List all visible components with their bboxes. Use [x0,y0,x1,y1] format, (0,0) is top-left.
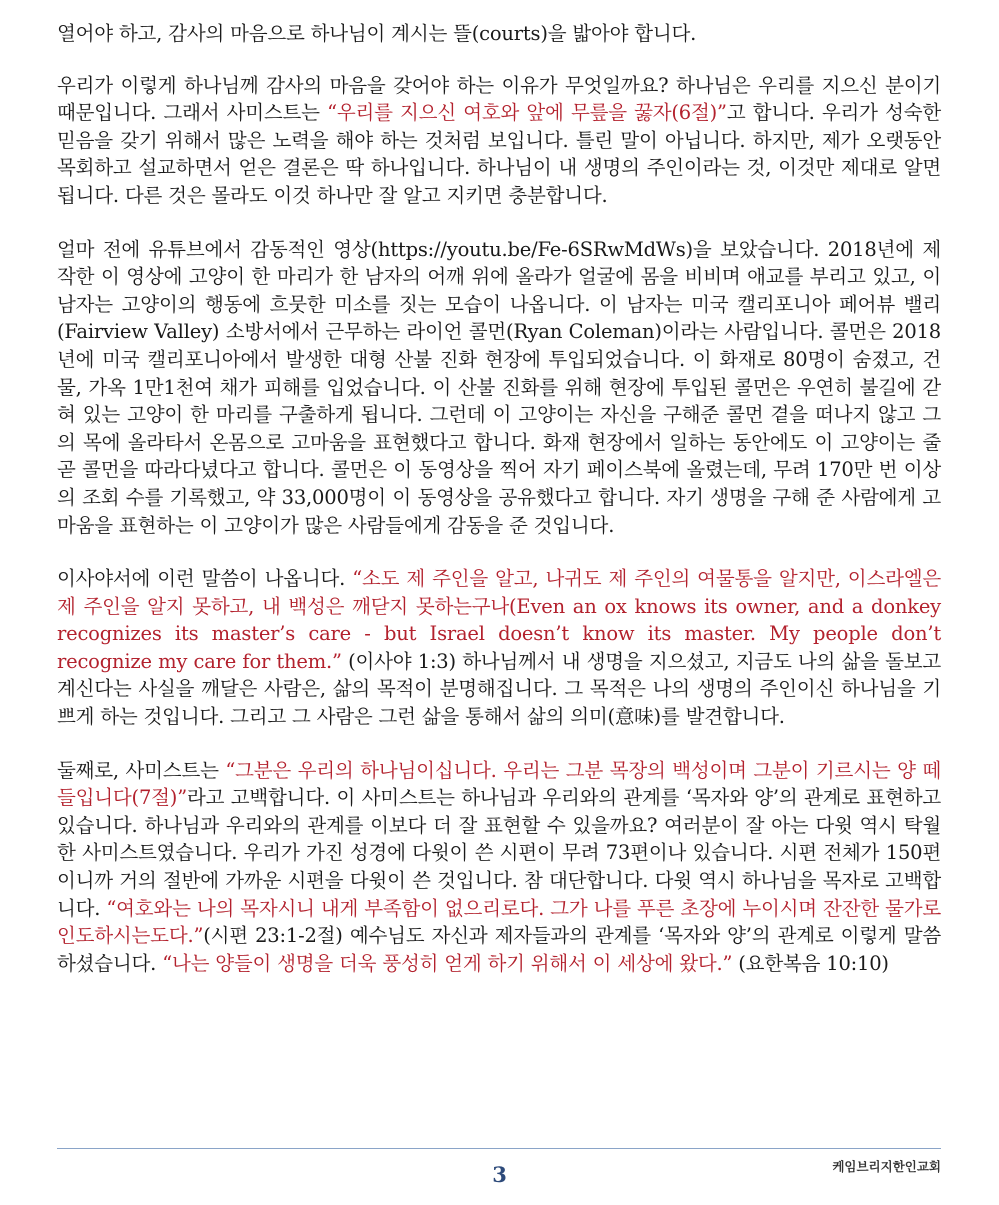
text-run: 이사야서에 이런 말씀이 나옵니다. [57,567,353,591]
paragraph-4 [57,565,941,731]
scripture-quote: “나는 양들이 생명을 더욱 풍성히 얻게 하기 위해서 이 세상에 왔다.” [162,951,733,975]
paragraph-3 [57,236,941,540]
text-run: (이사야 1:3) 하나님께서 내 생명을 지으셨고, 지금도 나의 삶을 돌보고 계신다는 사실을 깨달은 사람은, 삶의 목적이 분명해집니다. 그 목적은 나의 생명의 주인이신 하나님을 기쁘게 하는 것입니다. 그리고 그 사람은 그런 삶을 통해서 삶의 의미(意味)를 발견합니다. [57,649,941,729]
text-run: 라고 고백합니다. 이 사미스트는 하나님과 우리와의 관계를 ‘목자와 양’의 관계로 표현하고 있습니다. 하나님과 우리와의 관계를 이보다 더 잘 표현할 수 있을까요? 여러분이 잘 아는 다윗 역시 탁월한 사미스트였습니다. 우리가 가진 성경에 다윗이 쓴 시편이 무려 73편이나 있습니다. 시편 전체가 150편이니까 거의 절반에 가까운 시편을 다윗이 쓴 것입니다. 참 대단합니다. 다윗 역시 하나님을 목자로 고백합니다. [57,786,941,920]
text-run: 얼마 전에 유튜브에서 감동적인 영상(https://youtu.be/Fe-6SRwMdWs)을 보았습니다. 2018년에 제작한 이 영상에 고양이 한 마리가 한 남자의 어깨 위에 올라가 얼굴에 몸을 비비며 애교를 부리고 있고, 이 남자는 고양이의 행동에 흐뭇한 미소를 짓는 모습이 나옵니다. 이 남자는 미국 캘리포니아 페어뷰 밸리(Fairview Valley) 소방서에서 근무하는 라이언 콜먼(Ryan Coleman)이라는 사람입니다. 콜먼은 2018년에 미국 캘리포니아에서 발생한 대형 산불 진화 현장에 투입되었습니다. 이 화재로 80명이 숨졌고, 건물, 가옥 1만1천여 채가 피해를 입었습니다. 이 산불 진화를 위해 현장에 투입된 콜먼은 우연히 불길에 갇혀 있는 고양이 한 마리를 구출하게 됩니다. 그런데 이 고양이는 자신을 구해준 콜먼 곁을 떠나지 않고 그의 목에 올라타서 온몸으로 고마움을 표현했다고 합니다. 화재 현장에서 일하는 동안에도 이 고양이는 줄곧 콜먼을 따라다녔다고 합니다. 콜먼은 이 동영상을 찍어 자기 페이스북에 올렸는데, 무려 170만 번 이상의 조회 수를 기록했고, 약 33,000명이 이 동영상을 공유했다고 합니다. 자기 생명을 구해 준 사람에게 고마움을 표현하는 이 고양이가 많은 사람들에게 감동을 준 것입니다. [57,237,941,537]
scripture-quote: “소도 제 주인을 알고, 나귀도 제 주인의 여물통을 알지만, 이스라엘은 제 주인을 알지 못하고, 내 백성은 깨닫지 못하는구나(Even an ox knows its owner, and a donkey recognizes its master’s care - but Israel doesn’t know its master. My people don’t recognize my care for them.” [57,567,941,673]
text-run: 열어야 하고, 감사의 마음으로 하나님이 계시는 뜰(courts)을 밟아야 합니다. [57,22,697,45]
scripture-quote: “그분은 우리의 하나님이십니다. 우리는 그분 목장의 백성이며 그분이 기르시는 양 떼들입니다(7절)” [57,758,941,810]
text-run: 우리가 이렇게 하나님께 감사의 마음을 갖어야 하는 이유가 무엇일까요? 하나님은 우리를 지으신 분이기 때문입니다. 그래서 사미스트는 [57,73,941,125]
page-number: 3 [492,1162,507,1187]
text-run: 둘째로, 사미스트는 [57,758,226,782]
document-body [57,20,941,1003]
text-run: (시편 23:1-2절) 예수님도 자신과 제자들과의 관계를 ‘목자와 양’의 관계로 이렇게 말씀하셨습니다. [57,924,941,975]
paragraph-1 [57,20,941,48]
text-run: 고 합니다. 우리가 성숙한 믿음을 갖기 위해서 많은 노력을 해야 하는 것처럼 보입니다. 틀린 말이 아닙니다. 하지만, 제가 오랫동안 목회하고 설교하면서 얻은 결론은 딱 하나입니다. 하나님이 내 생명의 주인이라는 것, 이것만 제대로 알면 됩니다. 다른 것은 몰라도 이것 하나만 잘 알고 지키면 충분합니다. [57,101,941,207]
text-run: (요한복음 10:10) [732,951,889,975]
footer-divider [57,1148,941,1149]
scripture-quote: “우리를 지으신 여호와 앞에 무릎을 꿇자(6절)” [327,101,727,125]
church-name: 케임브리지한인교회 [832,1159,941,1174]
scripture-quote: “여호와는 나의 목자시니 내게 부족함이 없으리로다. 그가 나를 푸른 초장에 누이시며 잔잔한 물가로 인도하시는도다.” [57,896,941,948]
paragraph-5 [57,757,941,978]
paragraph-2 [57,72,941,210]
